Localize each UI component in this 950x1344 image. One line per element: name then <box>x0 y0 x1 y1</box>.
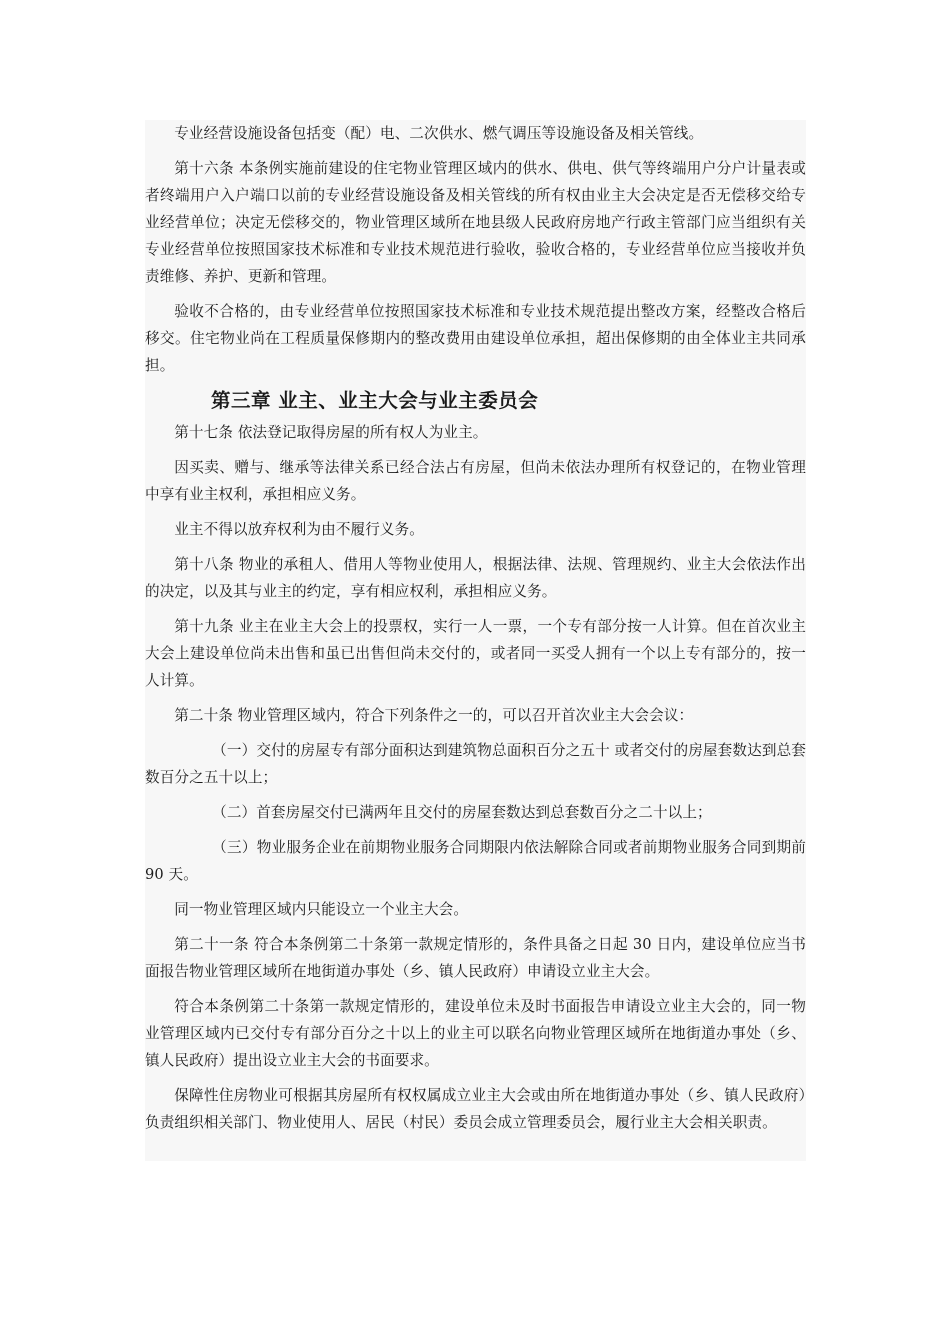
paragraph-owner-rights: 因买卖、赠与、继承等法律关系已经合法占有房屋，但尚未依法办理所有权登记的，在物业管理中享有业主权利，承担相应义务。 <box>145 459 806 503</box>
paragraph-facilities-definition: 专业经营设施设备包括变（配）电、二次供水、燃气调压等设施设备及相关管线。 <box>174 125 704 142</box>
article-18: 第十八条 物业的承租人、借用人等物业使用人，根据法律、法规、管理规约、业主大会依法作出的决定，以及其与业主的约定，享有相应权利，承担相应义务。 <box>145 556 806 600</box>
article-19: 第十九条 业主在业主大会上的投票权，实行一人一票，一个专有部分按一人计算。但在首次业主大会上建设单位尚未出售和虽已出售但尚未交付的，或者同一买受人拥有一个以上专有部分的，按一人计算。 <box>145 618 806 689</box>
article-20-item-2: （二）首套房屋交付已满两年且交付的房屋套数达到总套数百分之二十以上； <box>212 804 712 821</box>
article-20-item-3: （三）物业服务企业在前期物业服务合同期限内依法解除合同或者前期物业服务合同到期前 90 天。 <box>145 839 806 883</box>
document-content <box>145 120 806 1161</box>
article-20: 第二十条 物业管理区域内，符合下列条件之一的，可以召开首次业主大会会议： <box>174 707 694 724</box>
paragraph-acceptance-failure: 验收不合格的，由专业经营单位按照国家技术标准和专业技术规范提出整改方案，经整改合格后移交。住宅物业尚在工程质量保修期内的整改费用由建设单位承担，超出保修期的由全体业主共同承担。 <box>145 303 806 374</box>
paragraph-joint-request: 符合本条例第二十条第一款规定情形的，建设单位未及时书面报告申请设立业主大会的，同一物业管理区域内已交付专有部分百分之十以上的业主可以联名向物业管理区域所在地街道办事处（乡、镇人民政府）提出设立业主大会的书面要求。 <box>145 998 806 1069</box>
article-17: 第十七条 依法登记取得房屋的所有权人为业主。 <box>174 424 488 441</box>
paragraph-affordable-housing: 保障性住房物业可根据其房屋所有权权属成立业主大会或由所在地街道办事处（乡、镇人民政府）负责组织相关部门、物业使用人、居民（村民）委员会成立管理委员会，履行业主大会相关职责。 <box>145 1087 806 1131</box>
paragraph-owner-obligations: 业主不得以放弃权利为由不履行义务。 <box>174 521 424 538</box>
paragraph-single-assembly: 同一物业管理区域内只能设立一个业主大会。 <box>174 901 469 918</box>
chapter-3-heading: 第三章 业主、业主大会与业主委员会 <box>211 389 539 412</box>
article-20-item-1: （一）交付的房屋专有部分面积达到建筑物总面积百分之五十 或者交付的房屋套数达到总套数百分之五十以上； <box>145 742 806 786</box>
article-16: 第十六条 本条例实施前建设的住宅物业管理区域内的供水、供电、供气等终端用户分户计量表或者终端用户入户端口以前的专业经营设施设备及相关管线的所有权由业主大会决定是否无偿移交给专业经营单位；决定无偿移交的，物业管理区域所在地县级人民政府房地产行政主管部门应当组织有关专业经营单位按照国家技术标准和专业技术规范进行验收，验收合格的，专业经营单位应当接收并负责维修、养护、更新和管理。 <box>145 160 806 285</box>
article-21: 第二十一条 符合本条例第二十条第一款规定情形的，条件具备之日起 30 日内，建设单位应当书面报告物业管理区域所在地街道办事处（乡、镇人民政府）申请设立业主大会。 <box>145 936 806 980</box>
